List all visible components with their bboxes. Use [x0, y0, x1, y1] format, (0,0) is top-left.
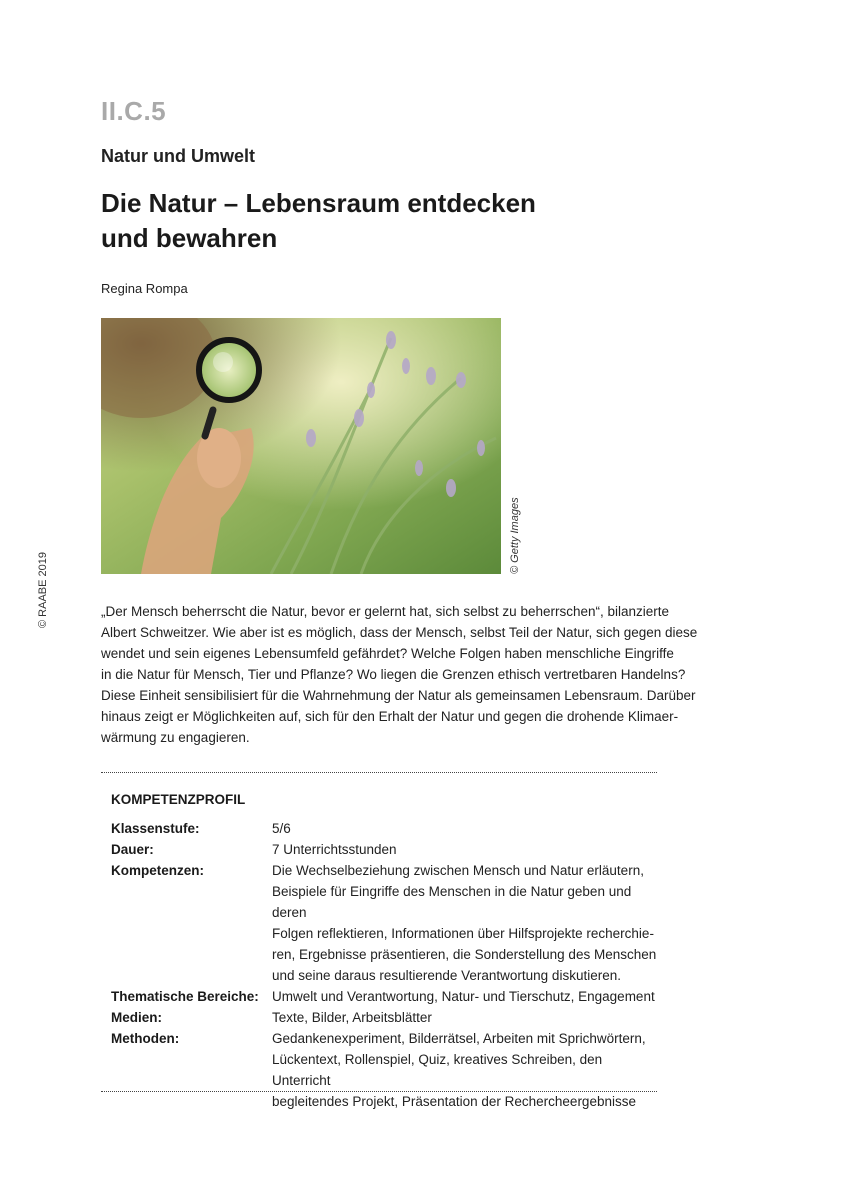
title-line: Die Natur – Lebensraum entdecken [101, 188, 536, 218]
page-title [101, 186, 621, 256]
child-with-magnifying-glass-lavender-photo [101, 318, 501, 574]
intro-paragraph [101, 601, 698, 748]
profile-value-line: begleitendes Projekt, Präsentation der Rechercheergebnisse [272, 1094, 636, 1109]
subject-heading: Natur und Umwelt [101, 146, 256, 166]
profile-label: Methoden: [111, 1031, 180, 1046]
profile-value-line: ren, Ergebnisse präsentieren, die Sonderstellung des Menschen [272, 947, 657, 962]
author-name: Regina Rompa [101, 281, 188, 296]
photo-credit: © Getty Images [509, 497, 521, 574]
profile-value-line: Gedankenexperiment, Bilderrätsel, Arbeiten mit Sprichwörtern, [272, 1031, 646, 1046]
intro-line: wärmung zu engagieren. [101, 730, 250, 745]
title-line: und bewahren [101, 223, 278, 253]
profile-value-line: Lückentext, Rollenspiel, Quiz, kreatives Schreiben, den Unterricht [272, 1052, 603, 1088]
intro-line: hinaus zeigt er Möglichkeiten auf, sich für den Erhalt der Natur und gegen die drohende Klimaer- [101, 709, 679, 724]
divider-top [101, 772, 657, 773]
profile-value [272, 818, 657, 839]
competence-profile [111, 792, 657, 1112]
profile-value [272, 1007, 657, 1028]
profile-label: Kompetenzen: [111, 863, 205, 878]
profile-heading: KOMPETENZPROFIL [111, 792, 246, 807]
profile-value-line: 5/6 [272, 821, 291, 836]
profile-label: Thematische Bereiche: [111, 989, 259, 1004]
intro-line: Albert Schweitzer. Wie aber ist es möglich, dass der Mensch, selbst Teil der Natur, sich gegen diese [101, 625, 698, 640]
profile-row-grade [111, 818, 657, 839]
profile-value [272, 986, 657, 1007]
profile-value-line: Texte, Bilder, Arbeitsblätter [272, 1010, 432, 1025]
profile-row-duration [111, 839, 657, 860]
intro-line: in die Natur für Mensch, Tier und Pflanze? Wo liegen die Grenzen ethisch vertretbaren Handelns? [101, 667, 686, 682]
section-code: II.C.5 [101, 96, 167, 126]
profile-label: Dauer: [111, 842, 154, 857]
profile-value-line: 7 Unterrichtsstunden [272, 842, 397, 857]
profile-label: Medien: [111, 1010, 163, 1025]
profile-value-line: Umwelt und Verantwortung, Natur- und Tierschutz, Engagement [272, 989, 655, 1004]
profile-label: Klassenstufe: [111, 821, 200, 836]
profile-value [272, 860, 657, 986]
profile-row-topics [111, 986, 657, 1007]
intro-line: Diese Einheit sensibilisiert für die Wahrnehmung der Natur als gemeinsamen Lebensraum. Darüber [101, 688, 696, 703]
profile-row-media [111, 1007, 657, 1028]
side-copyright: © RAABE 2019 [37, 552, 49, 628]
divider-bottom [101, 1091, 657, 1092]
intro-line: wendet und sein eigenes Lebensumfeld gefährdet? Welche Folgen haben menschliche Eingriffe [101, 646, 674, 661]
profile-value [272, 839, 657, 860]
cover-photo [101, 318, 501, 574]
profile-row-methods [111, 1028, 657, 1112]
profile-value-line: und seine daraus resultierende Verantwortung diskutieren. [272, 968, 621, 983]
profile-value-line: Die Wechselbeziehung zwischen Mensch und Natur erläutern, [272, 863, 644, 878]
intro-line: „Der Mensch beherrscht die Natur, bevor er gelernt hat, sich selbst zu beherrschen“, bilanzierte [101, 604, 670, 619]
profile-value-line: Folgen reflektieren, Informationen über Hilfsprojekte recherchie- [272, 926, 654, 941]
profile-row-competences [111, 860, 657, 986]
profile-value [272, 1028, 657, 1112]
profile-value-line: Beispiele für Eingriffe des Menschen in die Natur geben und deren [272, 884, 632, 920]
